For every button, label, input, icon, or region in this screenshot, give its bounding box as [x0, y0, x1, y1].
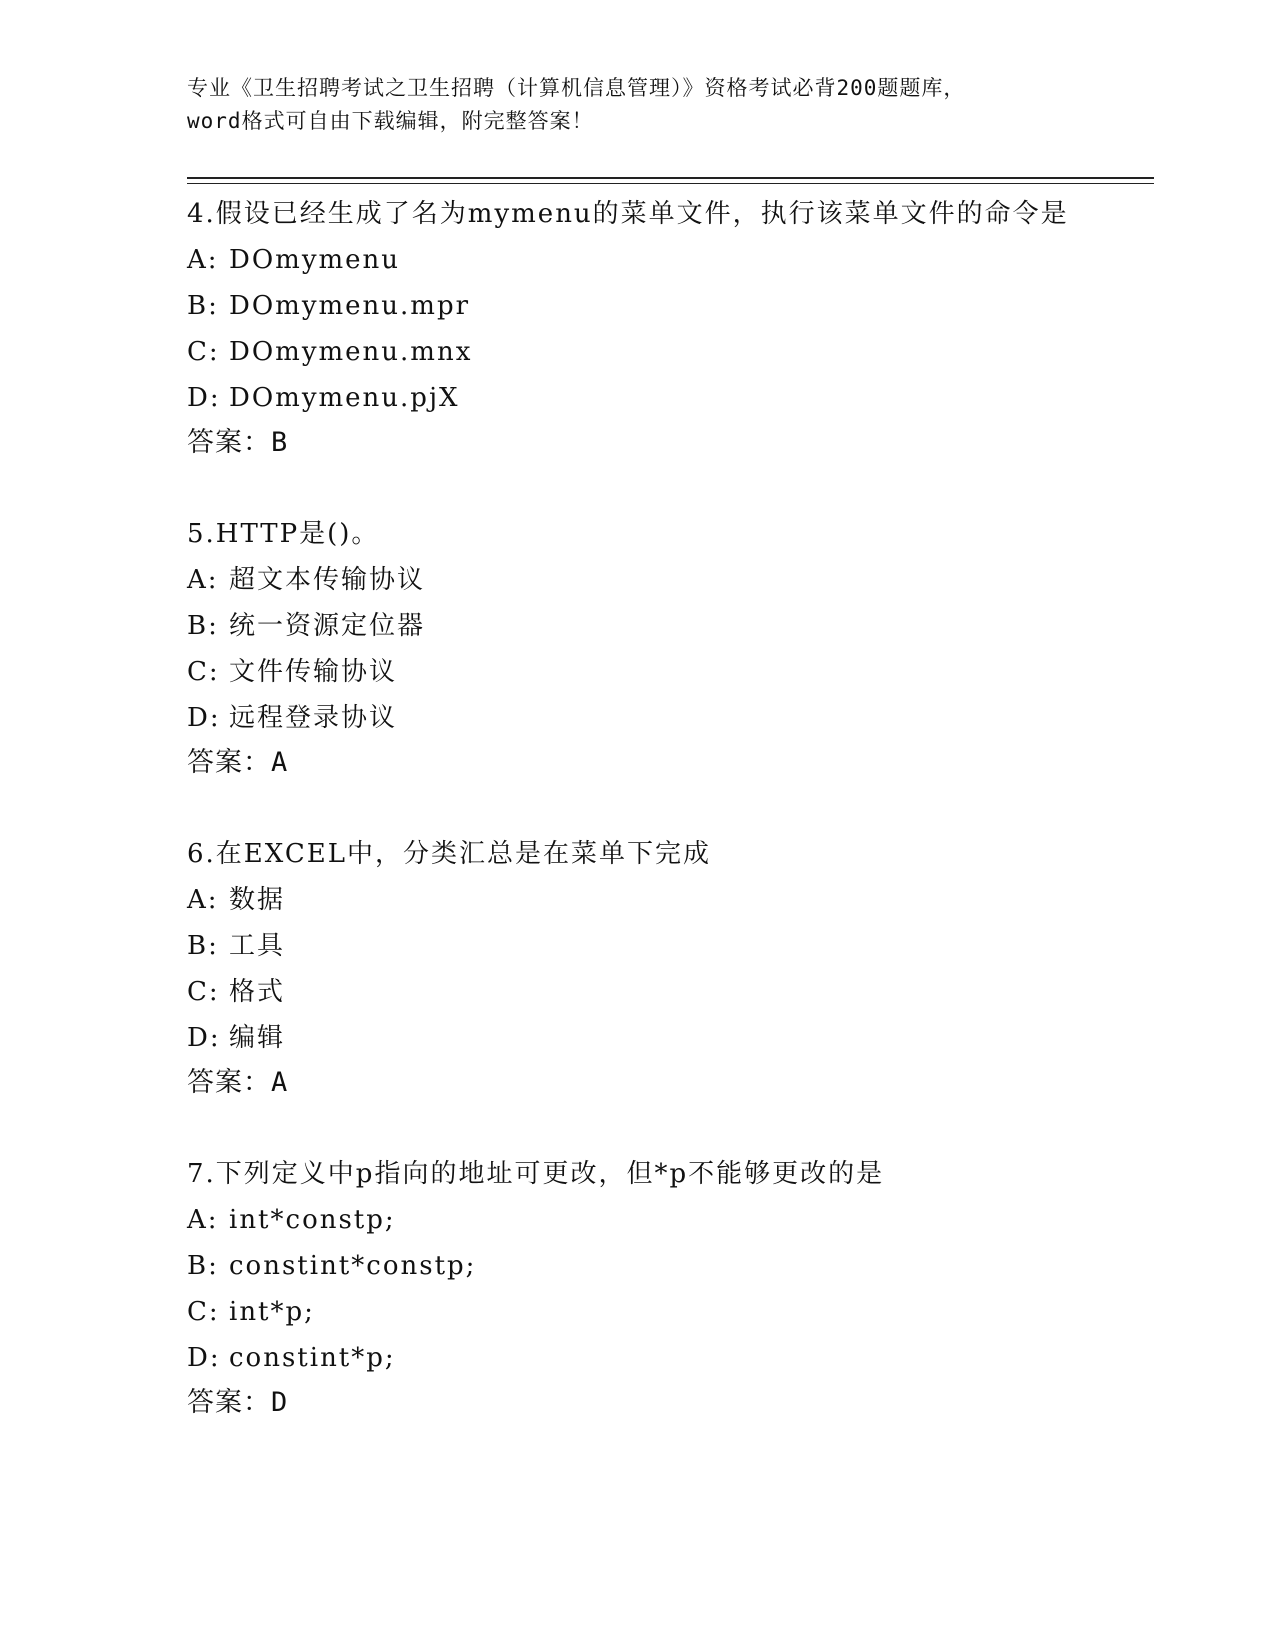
question-stem: 7.下列定义中p指向的地址可更改，但*p不能够更改的是 [187, 1159, 885, 1189]
option-text: 远程登录协议 [229, 703, 398, 733]
option-label: C: [187, 977, 220, 1007]
option-label: C: [187, 657, 220, 687]
option-a [187, 877, 1147, 923]
option-b [187, 923, 1147, 969]
option-c [187, 1289, 1147, 1335]
option-text: constint*p; [229, 1343, 396, 1373]
option-label: A: [187, 885, 219, 915]
question-4 [187, 191, 1147, 511]
option-b [187, 1243, 1147, 1289]
option-d [187, 1335, 1147, 1381]
question-7 [187, 1151, 1147, 1471]
option-label: B: [187, 611, 219, 641]
answer-line: 答案：A [187, 1067, 289, 1098]
question-stem: 4.假设已经生成了名为mymenu的菜单文件，执行该菜单文件的命令是 [187, 199, 1069, 229]
option-a [187, 237, 1147, 283]
option-text: 文件传输协议 [229, 657, 398, 687]
answer-line: 答案：D [187, 1387, 289, 1418]
question-stem: 6.在EXCEL中，分类汇总是在菜单下完成 [187, 839, 711, 869]
option-label: D: [187, 383, 221, 413]
option-c [187, 969, 1147, 1015]
option-label: D: [187, 1023, 221, 1053]
document-header [187, 72, 1107, 138]
header-line-1: 专业《卫生招聘考试之卫生招聘（计算机信息管理）》资格考试必背200题题库， [187, 76, 966, 100]
option-text: 编辑 [229, 1023, 286, 1053]
answer-line: 答案：B [187, 427, 289, 458]
option-text: 格式 [229, 977, 286, 1007]
option-label: B: [187, 931, 219, 961]
option-text: DOmymenu.mnx [229, 337, 473, 367]
option-c [187, 649, 1147, 695]
option-d [187, 1015, 1147, 1061]
answer-line: 答案：A [187, 747, 289, 778]
option-label: B: [187, 1251, 219, 1281]
option-label: C: [187, 337, 220, 367]
option-b [187, 283, 1147, 329]
option-text: 数据 [229, 885, 286, 915]
option-text: constint*constp; [229, 1251, 477, 1281]
option-text: int*p; [229, 1297, 315, 1327]
option-text: 统一资源定位器 [229, 611, 426, 641]
option-text: DOmymenu.pjX [229, 383, 460, 413]
option-text: DOmymenu [229, 245, 401, 275]
option-text: 工具 [229, 931, 286, 961]
option-d [187, 375, 1147, 421]
question-list [187, 191, 1147, 1471]
header-divider-thin [187, 183, 1154, 184]
option-text: 超文本传输协议 [229, 565, 426, 595]
option-label: D: [187, 703, 221, 733]
option-label: B: [187, 291, 219, 321]
header-divider-thick [187, 177, 1154, 179]
option-label: A: [187, 1205, 219, 1235]
option-b [187, 603, 1147, 649]
option-c [187, 329, 1147, 375]
option-text: DOmymenu.mpr [229, 291, 471, 321]
option-text: int*constp; [229, 1205, 396, 1235]
option-a [187, 1197, 1147, 1243]
option-a [187, 557, 1147, 603]
option-label: D: [187, 1343, 221, 1373]
question-stem: 5.HTTP是()。 [187, 519, 380, 549]
header-line-2: word格式可自由下载编辑，附完整答案！ [187, 109, 594, 133]
option-label: A: [187, 245, 219, 275]
option-label: C: [187, 1297, 220, 1327]
question-6 [187, 831, 1147, 1151]
option-label: A: [187, 565, 219, 595]
question-5 [187, 511, 1147, 831]
option-d [187, 695, 1147, 741]
